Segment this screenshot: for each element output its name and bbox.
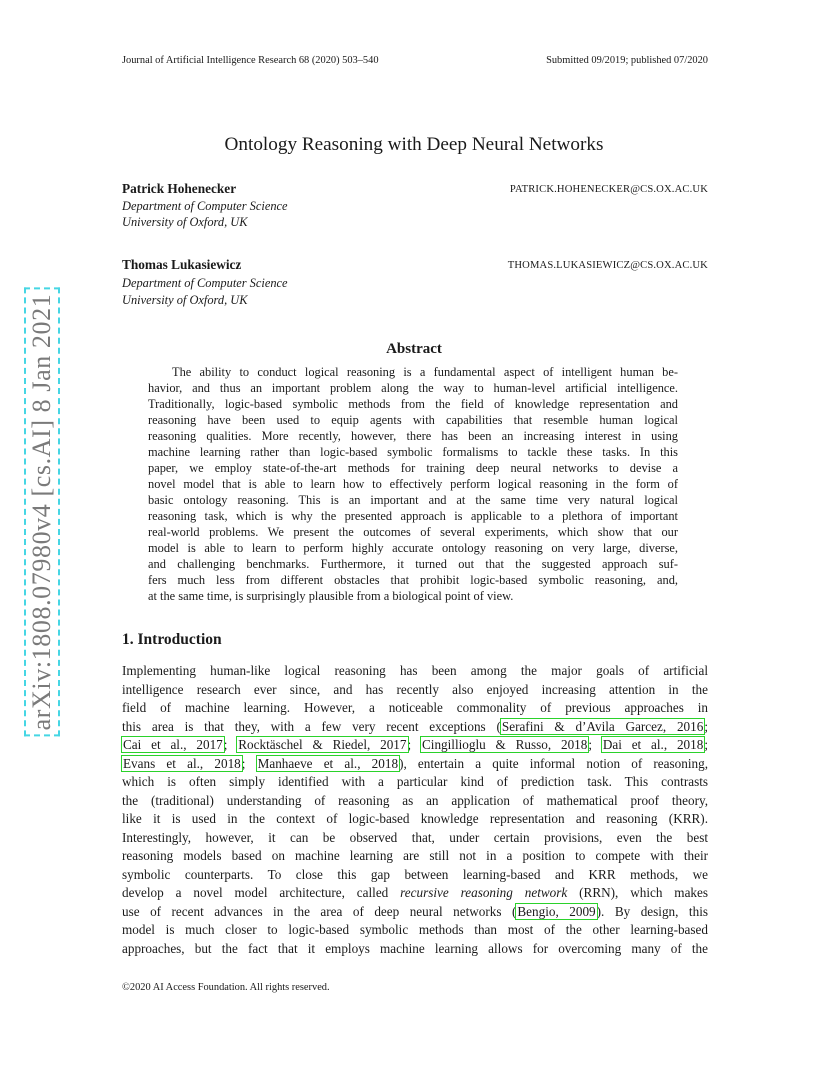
emphasized-term: recursive reasoning network [400,885,568,900]
body-text: ), entertain a quite informal notion of reasoning, [399,755,708,771]
body-text: (RRN), which makes [567,885,709,900]
body-line: the (traditional) understanding of reasoning as an application of mathematical proof theory, [122,792,708,808]
body-text: ; [407,737,421,752]
arxiv-identifier-stamp[interactable]: arXiv:1808.07980v4 [cs.AI] 8 Jan 2021 [24,288,60,737]
citation-link[interactable]: Cai et al., 2017 [123,737,223,752]
body-line [122,736,708,754]
abstract-line: The ability to conduct logical reasoning is a fundamental aspect of intelligent human be- [172,365,678,379]
body-line: field of machine learning. However, a noticeable commonality of previous approaches in [122,700,708,715]
abstract-line: fers much less from different obstacles that prohibit logic-based symbolic reasoning, and, [148,573,678,587]
body-line: symbolic counterparts. To close this gap between learning-based and KRR methods, we [122,866,708,882]
body-text: this area is that they, with a few very recent exceptions ( [122,718,501,734]
body-line: approaches, but the fact that it employs machine learning allows for overcoming many of the [122,940,708,956]
body-line: reasoning models based on machine learning are still not in a position to compete with their [122,848,708,863]
abstract-line: real-world problems. We present the outcomes of several experiments, which show that our [148,525,678,539]
body-line: like it is used in the context of logic-based knowledge representation and reasoning (KRR). [122,811,708,826]
body-text: ; [241,755,257,771]
author-department: Department of Computer Science [122,199,288,213]
author-affiliation: University of Oxford, UK [122,293,248,307]
body-text: develop a novel model architecture, called [122,885,401,900]
abstract-line: at the same time, is surprisingly plausible from a biological point of view. [148,589,514,603]
journal-header: Journal of Artificial Intelligence Research 68 (2020) 503–540 [122,55,379,66]
abstract-line: Traditionally, logic-based symbolic methods from the field of knowledge representation and [148,397,678,411]
abstract-line: model is able to learn to perform highly accurate ontology reasoning on very large, diverse, [148,541,678,555]
body-text: ; [588,737,602,752]
body-line [122,903,708,921]
copyright-footer: ©2020 AI Access Foundation. All rights reserved. [122,982,330,993]
body-line [122,718,708,736]
citation-link[interactable]: Dai et al., 2018 [602,737,704,752]
author-department: Department of Computer Science [122,276,288,290]
abstract-line: and challenging benchmarks. Furthermore, it turned out that the suggested approach suf- [148,557,678,571]
body-text: ; [704,737,708,752]
section-heading: 1. Introduction [122,631,222,648]
citation-link[interactable]: Manhaeve et al., 2018 [257,755,399,771]
abstract-line: reasoning have been used to equip agents with capabilities that resemble human logical [148,413,678,427]
abstract-line: reasoning qualities. More recently, however, there has been an increasing interest in using [148,429,678,443]
body-line [122,884,708,902]
paper-title: Ontology Reasoning with Deep Neural Networks [224,134,604,155]
author-affiliation: University of Oxford, UK [122,215,248,229]
body-line: which is often simply identified with a particular kind of prediction task. This contrasts [122,774,708,789]
author-name: Thomas Lukasiewicz [122,257,242,272]
author-email: PATRICK.HOHENECKER@CS.OX.AC.UK [509,184,708,195]
abstract-line: reasoning task, which is why the presented approach is applicable to a plethora of important [148,509,678,523]
abstract-heading: Abstract [386,341,442,357]
abstract-line: machine learning rather than logic-based symbolic formalisms to tackle these tasks. In this [148,445,678,459]
body-text: ). By design, this [596,903,708,919]
body-line: Implementing human-like logical reasoning has been among the major goals of artificial [122,663,708,678]
body-line: intelligence research ever since, and has recently also enjoyed increasing attention in the [122,681,708,697]
citation-link[interactable]: Bengio, 2009 [517,903,596,919]
body-line [122,755,708,773]
citation-link[interactable]: Serafini & d’Avila Garcez, 2016 [501,718,704,734]
body-text: use of recent advances in the area of deep neural networks ( [122,903,517,919]
author-email: THOMAS.LUKASIEWICZ@CS.OX.AC.UK [507,260,708,271]
body-text: ; [223,737,238,752]
author-name: Patrick Hohenecker [122,181,237,196]
body-line: Interestingly, however, it can be observed that, under certain provisions, even the best [122,829,708,845]
citation-link[interactable]: Evans et al., 2018 [123,755,241,771]
citation-link[interactable]: Cingillioglu & Russo, 2018 [421,737,588,752]
submission-dates: Submitted 09/2019; published 07/2020 [546,55,708,66]
body-line: model is much closer to logic-based symbolic methods than most of the other learning-based [122,922,708,937]
abstract-line: havior, and thus an important problem along the way to human-level artificial intelligence. [148,381,678,395]
citation-link[interactable]: Rocktäschel & Riedel, 2017 [238,737,407,752]
body-text: ; [704,718,708,734]
abstract-line: novel model that is able to learn how to effectively perform logical reasoning in the form of [148,477,678,491]
abstract-line: paper, we employ state-of-the-art methods for training deep neural networks to devise a [148,461,678,475]
abstract-line: basic ontology reasoning. This is an important and at the same time very natural logical [148,493,678,507]
